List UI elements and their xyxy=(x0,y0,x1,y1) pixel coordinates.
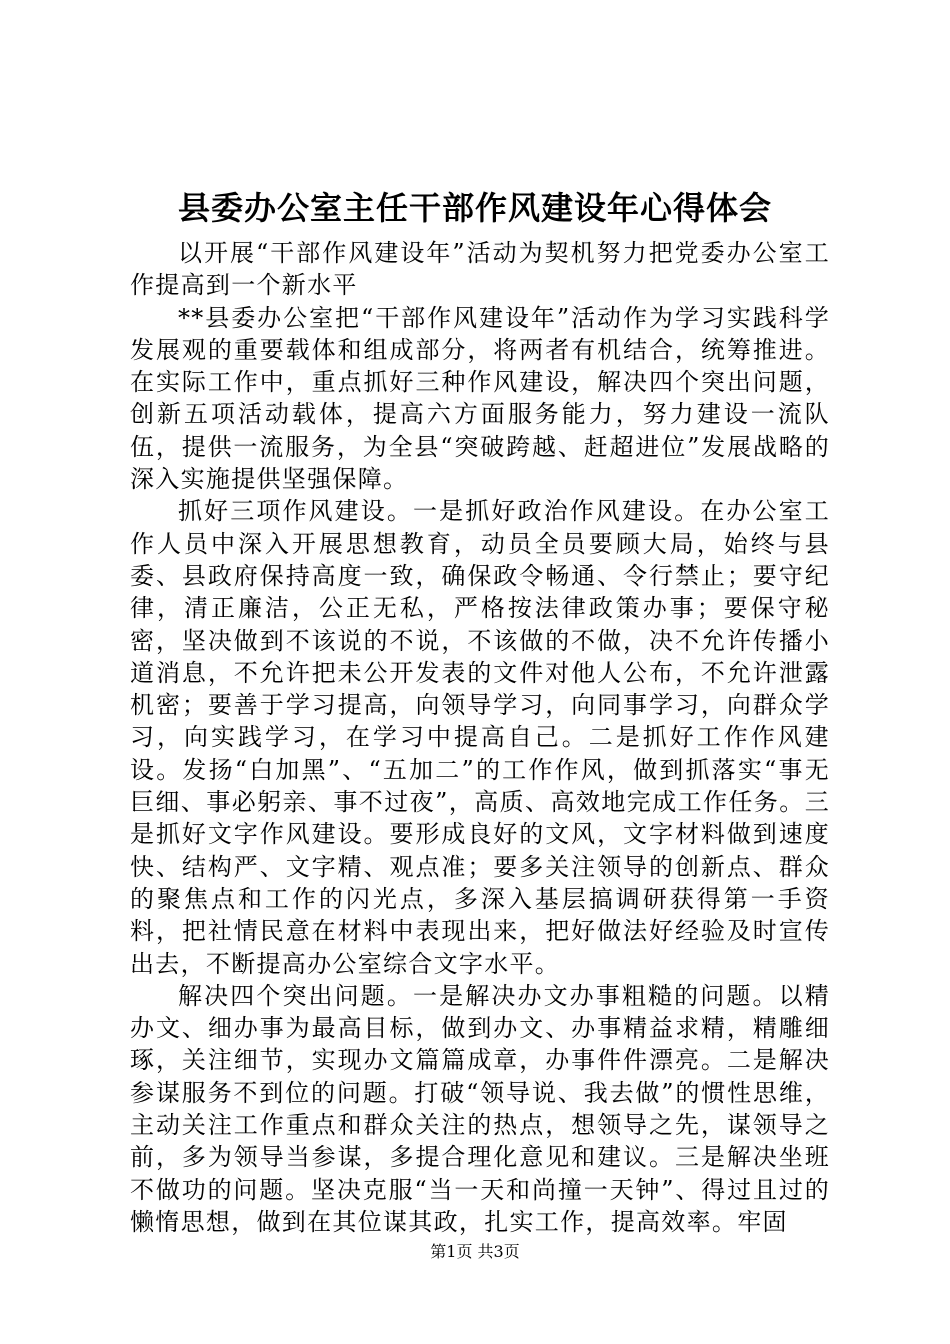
document-title: 县委办公室主任干部作风建设年心得体会 xyxy=(177,189,772,227)
paragraph-subtitle: 以开展“干部作风建设年”活动为契机努力把党委办公室工作提高到一个新水平 xyxy=(130,239,830,300)
paragraph-three-styles: 抓好三项作风建设。一是抓好政治作风建设。在办公室工作人员中深入开展思想教育，动员全员要顾大局，始终与县委、县政府保持高度一致，确保政令畅通、令行禁止；要守纪律，清正廉洁，公正无私，严格按法律政策办事；要保守秘密，坚决做到不该说的不说，不该做的不做，决不允许传播小道消息，不允许把未公开发表的文件对他人公布，不允许泄露机密；要善于学习提高，向领导学习，向同事学习，向群众学习，向实践学习，在学习中提高自己。二是抓好工作作风建设。发扬“白加黑”、“五加二”的工作作风，做到抓落实“事无巨细、事必躬亲、事不过夜”，高质、高效地完成工作任务。三是抓好文字作风建设。要形成良好的文风，文字材料做到速度快、结构严、文字精、观点准；要多关注领导的创新点、群众的聚焦点和工作的闪光点，多深入基层搞调研获得第一手资料，把社情民意在材料中表现出来，把好做法好经验及时宣传出去，不断提高办公室综合文字水平。 xyxy=(130,497,830,978)
paragraph-intro: **县委办公室把“干部作风建设年”活动作为学习实践科学发展观的重要载体和组成部分，将两者有机结合，统筹推进。在实际工作中，重点抓好三种作风建设，解决四个突出问题，创新五项活动载体，提高六方面服务能力，努力建设一流队伍，提供一流服务，为全县“突破跨越、赶超进位”发展战略的深入实施提供坚强保障。 xyxy=(130,303,830,494)
document-body xyxy=(130,237,830,1238)
page-number-footer: 第1页 共3页 xyxy=(430,1242,520,1261)
paragraph-four-problems: 解决四个突出问题。一是解决办文办事粗糙的问题。以精办文、细办事为最高目标，做到办文、办事精益求精，精雕细琢，关注细节，实现办文篇篇成章，办事件件漂亮。二是解决参谋服务不到位的问题。打破“领导说、我去做”的惯性思维，主动关注工作重点和群众关注的热点，想领导之先，谋领导之前，多为领导当参谋，多提合理化意见和建议。三是解决坐班不做功的问题。坚决克服“当一天和尚撞一天钟”、得过且过的懒惰思想，做到在其位谋其政，扎实工作，提高效率。牢固 xyxy=(130,981,830,1236)
